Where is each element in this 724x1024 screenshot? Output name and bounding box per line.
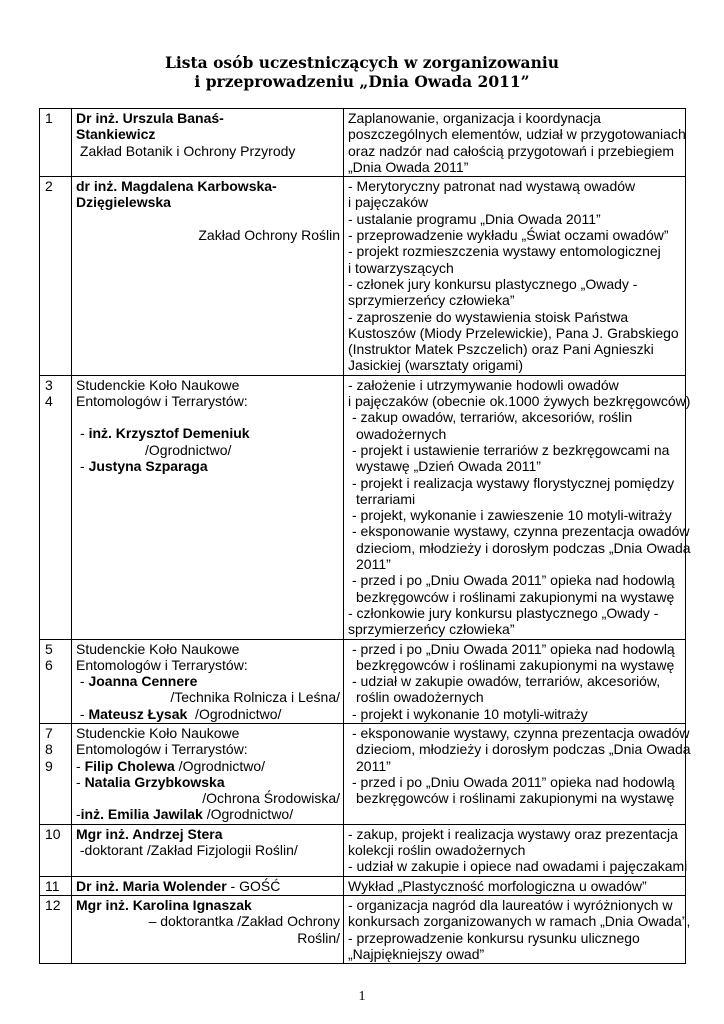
- task-line: i pajęczaków (obecnie ok.1000 żywych bezkręgowców): [348, 393, 691, 410]
- task-line: - projekt rozmieszczenia wystawy entomologicznej: [348, 243, 661, 260]
- row-number: 9: [45, 757, 53, 774]
- task-line: 2011”: [356, 556, 391, 573]
- row-number: 6: [45, 656, 53, 673]
- member-name: Filip Cholewa: [84, 757, 175, 774]
- person-cell: [72, 824, 344, 876]
- page-number: 1: [358, 989, 366, 1004]
- task-line: - projekt i wykonanie 10 motyli-witraży: [352, 705, 588, 722]
- table-row: [40, 876, 686, 895]
- task-line: - zakup owadów, terrariów, akcesoriów, roślin: [352, 409, 633, 426]
- task-line: kolekcji roślin owadożernych: [348, 842, 526, 859]
- task-line: bezkręgowców i roślinami zakupionymi na wystawę: [356, 790, 675, 807]
- row-number-cell: [40, 177, 72, 376]
- row-number: 8: [45, 741, 53, 758]
- member-unit: /Ogrodnictwo/: [202, 806, 294, 823]
- task-line: - eksponowanie wystawy, czynna prezentacja owadów: [352, 724, 690, 741]
- person-cell: [72, 177, 344, 376]
- task-line: - zaproszenie do wystawienia stoisk Państwa: [348, 308, 629, 325]
- tasks-cell: [344, 639, 686, 723]
- tasks-cell: [344, 723, 691, 824]
- row-number-cell: [40, 723, 72, 824]
- table-row: [40, 895, 686, 963]
- member-unit: /Ogrodnictwo/: [174, 757, 266, 774]
- member-name: inż. Emilia Jawilak: [80, 806, 203, 823]
- task-line: Wykład „Plastyczność morfologiczna u owadów”: [348, 877, 647, 894]
- table-row: [40, 824, 686, 876]
- member-name: Natalia Grzybkowska: [84, 773, 225, 790]
- task-line: roślin owadożernych: [356, 689, 484, 706]
- member-unit: /Ogrodnictwo/: [145, 441, 232, 458]
- organization-name: Studenckie Koło Naukowe: [76, 376, 240, 393]
- task-line: - przeprowadzenie wykładu „Świat oczami owadów”: [348, 227, 669, 244]
- task-line: poszczególnych elementów, udział w przygotowaniach: [348, 126, 686, 143]
- member-unit: /Ochrona Środowiska/: [202, 790, 340, 807]
- person-name: Dr inż. Maria Wolender: [76, 877, 227, 894]
- person-name: Mgr inż. Andrzej Stera: [76, 825, 223, 842]
- tasks-cell: [344, 109, 686, 177]
- organization-name-cont: Entomologów i Terrarystów:: [76, 656, 248, 673]
- task-line: owadożernych: [356, 425, 447, 442]
- task-line: - udział w zakupie i opiece nad owadami i pajęczakami: [348, 858, 688, 875]
- task-line: bezkręgowców i roślinami zakupionymi na wystawę: [356, 588, 675, 605]
- tasks-cell: [344, 177, 686, 376]
- person-name: Mgr inż. Karolina Ignaszak: [76, 896, 252, 913]
- table-row: [40, 109, 686, 177]
- person-name: Dr inż. Urszula Banaś-: [76, 110, 224, 126]
- person-name-cont: Stankiewicz: [76, 126, 156, 143]
- member-line: - Natalia Grzybkowska: [76, 773, 225, 790]
- row-number: 3: [45, 376, 53, 393]
- row-number: 5: [45, 640, 53, 657]
- person-cell: [72, 375, 344, 639]
- person-cell: [72, 895, 344, 963]
- member-name: inż. Krzysztof Demeniuk: [88, 425, 250, 442]
- tasks-cell: [344, 375, 691, 639]
- row-number: 12: [45, 896, 61, 913]
- task-line: Jasickiej (warsztaty origami): [348, 357, 524, 374]
- member-name: Mateusz Łysak: [88, 705, 188, 722]
- task-line: - założenie i utrzymywanie hodowli owadów: [348, 376, 619, 393]
- table-row: [40, 723, 686, 824]
- organization-name-cont: Entomologów i Terrarystów:: [76, 741, 248, 758]
- row-number: 1: [45, 110, 53, 126]
- tasks-cell: [344, 895, 691, 963]
- task-line: - przed i po „Dniu Owada 2011” opieka nad hodowlą: [352, 640, 675, 657]
- person-unit: -doktorant /Zakład Fizjologii Roślin/: [76, 842, 298, 859]
- task-line: - przeprowadzenie konkursu rysunku ulicznego: [348, 929, 640, 946]
- task-line: - przed i po „Dniu Owada 2011” opieka nad hodowlą: [352, 572, 675, 589]
- task-line: - Merytoryczny patronat nad wystawą owadów: [348, 178, 636, 195]
- guest-label: - GOŚĆ: [226, 877, 281, 894]
- member-line: - Justyna Szparaga: [80, 457, 208, 474]
- row-number-cell: [40, 639, 72, 723]
- table-row: [40, 639, 686, 723]
- table-row: [40, 177, 686, 376]
- person-unit: – doktorantka /Zakład Ochrony: [148, 913, 340, 930]
- task-line: konkursach zorganizowanych w ramach „Dnia Owada”,: [348, 913, 691, 930]
- row-number: 4: [45, 393, 53, 410]
- member-line: - inż. Krzysztof Demeniuk: [80, 425, 250, 442]
- task-line: wystawę „Dzień Owada 2011”: [356, 458, 541, 475]
- organization-name-cont: Entomologów i Terrarystów:: [76, 393, 248, 410]
- table-row: [40, 375, 686, 639]
- task-line: „Najpiękniejszy owad”: [348, 945, 485, 962]
- person-unit: Zakład Botanik i Ochrony Przyrody: [76, 142, 296, 159]
- document-title-line-1: Lista osób uczestniczących w zorganizowaniu: [164, 53, 560, 72]
- row-number: 2: [45, 178, 53, 195]
- task-line: - członkowie jury konkursu plastycznego „Owady -: [348, 604, 659, 621]
- task-line: oraz nadzór nad całością przygotowań i przebiegiem: [348, 142, 675, 159]
- task-line: - przed i po „Dniu Owada 2011” opieka nad hodowlą: [352, 773, 675, 790]
- organization-name: Studenckie Koło Naukowe: [76, 640, 240, 657]
- person-name: dr inż. Magdalena Karbowska-: [76, 178, 277, 195]
- task-line: - projekt i ustawienie terrariów z bezkręgowcami na: [352, 441, 670, 458]
- member-line: - Mateusz Łysak /Ogrodnictwo/: [76, 705, 282, 722]
- member-unit: /Technika Rolnicza i Leśna/: [170, 689, 340, 706]
- task-line: Kustoszów (Miody Przelewickie), Pana J. Grabskiego: [348, 324, 679, 341]
- member-unit: /Ogrodnictwo/: [187, 705, 282, 722]
- task-line: sprzymierzeńcy człowieka”: [348, 621, 515, 638]
- person-cell: [72, 876, 344, 895]
- task-line: i pajęczaków: [348, 194, 429, 211]
- task-line: - zakup, projekt i realizacja wystawy oraz prezentacja: [348, 825, 678, 842]
- person-unit: Zakład Ochrony Roślin: [198, 226, 340, 243]
- member-name: Joanna Cennere: [88, 673, 198, 690]
- task-line: i towarzyszących: [348, 259, 454, 276]
- person-cell: [72, 723, 344, 824]
- member-name: Justyna Szparaga: [88, 457, 208, 474]
- tasks-cell: [344, 876, 686, 895]
- task-line: (Instruktor Matek Pszczelich) oraz Pani Agnieszki: [348, 341, 654, 358]
- task-line: - udział w zakupie owadów, terrariów, akcesoriów,: [352, 673, 661, 690]
- task-line: sprzymierzeńcy człowieka”: [348, 292, 515, 309]
- participants-table: [39, 108, 691, 964]
- person-cell: [72, 639, 344, 723]
- person-cell: [72, 109, 344, 177]
- tasks-cell: [344, 824, 686, 876]
- member-line: - Joanna Cennere: [76, 673, 198, 690]
- task-line: - projekt, wykonanie i zawieszenie 10 motyli-witraży: [352, 507, 672, 524]
- person-name-cont: Dzięgielewska: [76, 194, 171, 211]
- task-line: „Dnia Owada 2011”: [348, 158, 469, 175]
- organization-name: Studenckie Koło Naukowe: [76, 724, 240, 741]
- task-line: - projekt i realizacja wystawy florystycznej pomiędzy: [352, 474, 675, 491]
- document-title-line-2: i przeprowadzeniu „Dnia Owada 2011”: [194, 72, 530, 91]
- task-line: dzieciom, młodzieży i dorosłym podczas „Dnia Owada: [356, 741, 691, 758]
- person-unit-cont: Roślin/: [297, 929, 340, 946]
- task-line: 2011”: [356, 757, 391, 774]
- member-line: - Filip Cholewa /Ogrodnictwo/: [76, 757, 266, 774]
- task-line: - członek jury konkursu plastycznego „Owady -: [348, 275, 638, 292]
- task-line: - ustalanie programu „Dnia Owada 2011”: [348, 210, 601, 227]
- row-number-cell: [40, 895, 72, 963]
- row-number: 11: [45, 877, 60, 894]
- task-line: dzieciom, młodzieży i dorosłym podczas „Dnia Owada: [356, 539, 691, 556]
- task-line: terrariami: [356, 490, 416, 507]
- person-line: [76, 878, 340, 894]
- row-number: 10: [45, 825, 61, 842]
- task-line: - organizacja nagród dla laureatów i wyróżnionych w: [348, 896, 673, 913]
- row-number-cell: [40, 876, 72, 895]
- task-line: Zaplanowanie, organizacja i koordynacja: [348, 110, 601, 126]
- row-number-cell: [40, 375, 72, 639]
- row-number: 7: [45, 724, 53, 741]
- member-line: -inż. Emilia Jawilak /Ogrodnictwo/: [76, 806, 294, 823]
- row-number-cell: [40, 109, 72, 177]
- task-line: bezkręgowców i roślinami zakupionymi na wystawę: [356, 656, 675, 673]
- row-number-cell: [40, 824, 72, 876]
- task-line: - eksponowanie wystawy, czynna prezentacja owadów: [352, 523, 690, 540]
